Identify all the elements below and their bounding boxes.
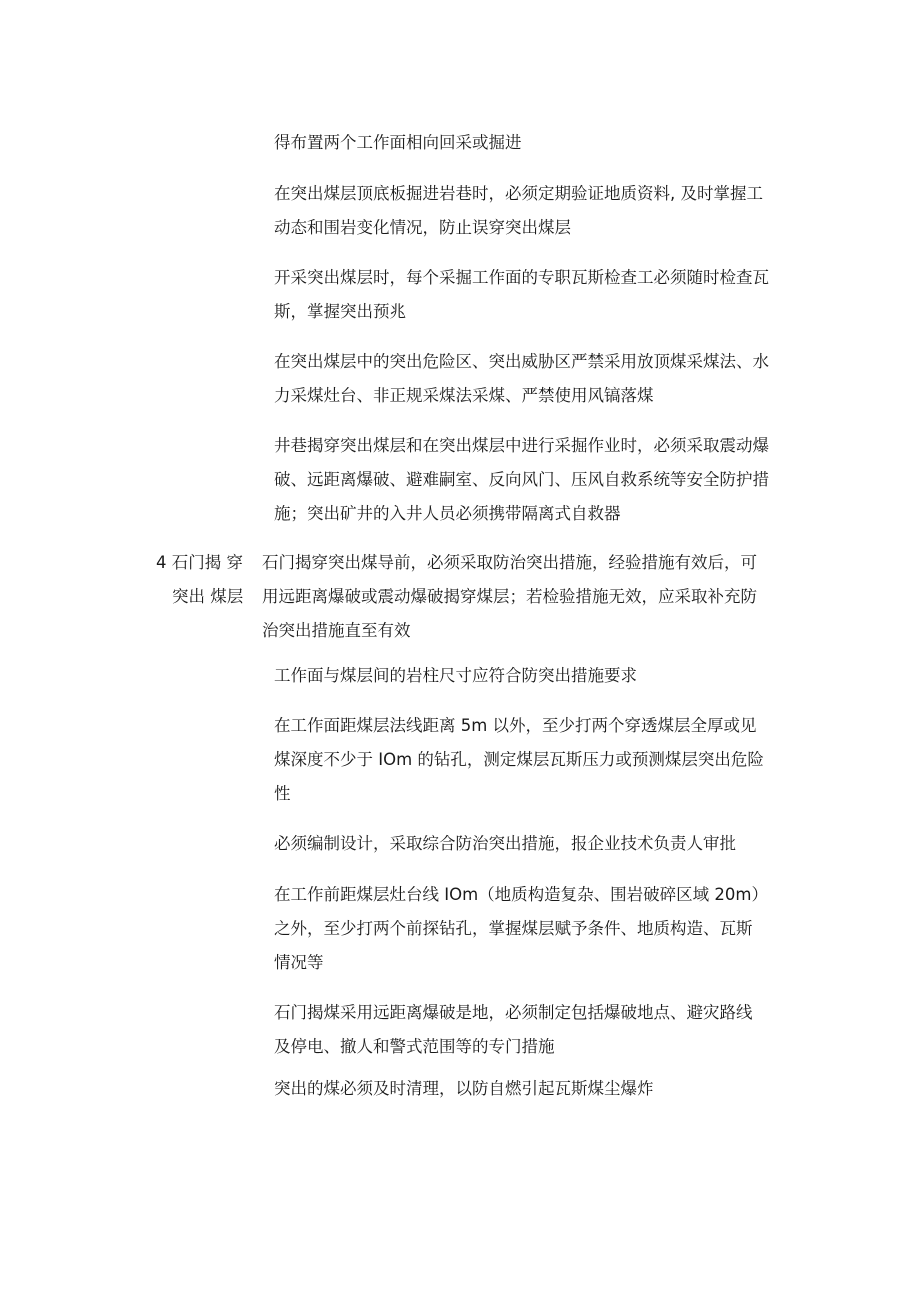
paragraph-12: [274, 1072, 786, 1106]
paragraph-4: [274, 345, 786, 413]
paragraph-line: 开采突出煤层时，每个采掘工作面的专职瓦斯检查工必须随时检查瓦: [274, 268, 769, 287]
paragraph-9: [274, 827, 786, 861]
paragraph-line: 煤深度不少于 IOm 的钻孔，测定煤层瓦斯压力或预测煤层突出危险: [274, 750, 764, 769]
paragraph-line: 情况等: [274, 953, 324, 972]
section-label-line-1: 4 石门揭 穿: [156, 553, 243, 572]
section-label: [156, 546, 243, 580]
paragraph-line: 斯，掌握突出预兆: [274, 302, 406, 321]
paragraph-line: 工作面与煤层间的岩柱尺寸应符合防突出措施要求: [274, 666, 637, 685]
section-label-line-2: 突出 煤层: [172, 587, 244, 606]
paragraph-line: 治突出措施直至有效: [262, 621, 411, 640]
paragraph-line: 之外，至少打两个前探钻孔，掌握煤层赋予条件、地质构造、瓦斯: [274, 919, 753, 938]
paragraph-line: 石门揭煤采用远距离爆破是地，必须制定包括爆破地点、避灾路线: [274, 1003, 753, 1022]
paragraph-line: 力采煤灶台、非正规采煤法采煤、严禁使用风镐落煤: [274, 386, 654, 405]
paragraph-6: [262, 546, 774, 648]
paragraph-10: [274, 878, 786, 980]
paragraph-1: [274, 126, 786, 160]
paragraph-line: 用远距离爆破或震动爆破揭穿煤层；若检验措施无效，应采取补充防: [262, 587, 757, 606]
paragraph-line: 破、远距离爆破、避难嗣室、反向风门、压风自救系统等安全防护措: [274, 470, 769, 489]
paragraph-line: 在工作面距煤层法线距离 5m 以外，至少打两个穿透煤层全厚或见: [274, 716, 757, 735]
paragraph-7: [274, 659, 786, 693]
section-label: [172, 580, 243, 614]
paragraph-line: 施；突出矿井的入井人员必须携带隔离式自救器: [274, 504, 621, 523]
paragraph-line: 井巷揭穿突出煤层和在突出煤层中进行采掘作业时，必须采取震动爆: [274, 436, 769, 455]
paragraph-line: 得布置两个工作面相向回采或掘进: [274, 133, 522, 152]
paragraph-line: 动态和围岩变化情况，防止误穿突出煤层: [274, 218, 571, 237]
paragraph-11: [274, 996, 786, 1064]
paragraph-8: [274, 709, 786, 811]
paragraph-3: [274, 261, 786, 329]
paragraph-5: [274, 429, 786, 531]
paragraph-line: 性: [274, 784, 291, 803]
paragraph-line: 及停电、撤人和警式范围等的专门措施: [274, 1037, 555, 1056]
paragraph-line: 突出的煤必须及时清理，以防自燃引起瓦斯煤尘爆炸: [274, 1079, 654, 1098]
paragraph-2: [274, 177, 786, 245]
paragraph-line: 必须编制设计，采取综合防治突出措施，报企业技术负责人审批: [274, 834, 736, 853]
paragraph-line: 在突出煤层顶底板掘进岩巷时，必须定期验证地质资料, 及时掌握工: [274, 184, 763, 203]
paragraph-line: 石门揭穿突出煤导前，必须采取防治突出措施，经验措施有效后，可: [262, 553, 757, 572]
paragraph-line: 在工作前距煤层灶台线 IOm（地质构造复杂、围岩破碎区域 20m）: [274, 885, 768, 904]
paragraph-line: 在突出煤层中的突出危险区、突出威胁区严禁采用放顶煤采煤法、水: [274, 352, 769, 371]
